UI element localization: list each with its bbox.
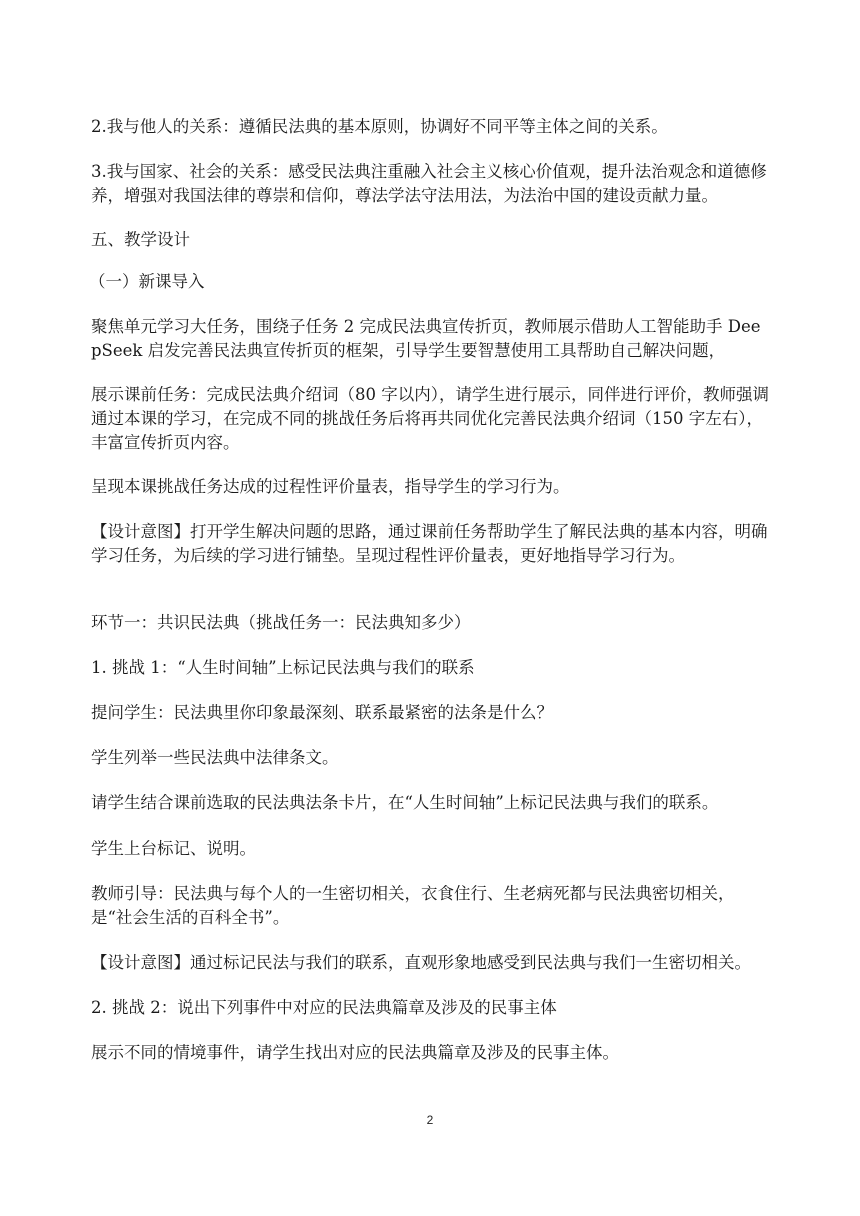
paragraph-students-list-articles: 学生列举一些民法典中法律条文。 [91, 748, 339, 767]
section-heading-stage-one: 环节一：共识民法典（挑战任务一：民法典知多少） [91, 613, 471, 632]
paragraph-relation-others: 2.我与他人的关系：遵循民法典的基本原则，协调好不同平等主体之间的关系。 [91, 117, 668, 136]
paragraph-challenge-1-title: 1. 挑战 1：“人生时间轴”上标记民法典与我们的联系 [91, 658, 475, 677]
section-heading-teaching-design: 五、教学设计 [91, 230, 190, 249]
subsection-heading-introduction: （一）新课导入 [89, 272, 205, 291]
paragraph-students-present: 学生上台标记、说明。 [91, 839, 256, 858]
paragraph-design-intent-2: 【设计意图】通过标记民法与我们的联系，直观形象地感受到民法典与我们一生密切相关。 [91, 953, 751, 972]
page-number: 2 [426, 1113, 434, 1127]
paragraph-show-scenarios: 展示不同的情境事件，请学生找出对应的民法典篇章及涉及的民事主体。 [91, 1043, 619, 1062]
paragraph-relation-state-society: 3.我与国家、社会的关系：感受民法典注重融入社会主义核心价值观，提升法治观念和道德修养，增强对我国法律的尊崇和信仰，尊法学法守法用法，为法治中国的建设贡献力量。 [91, 162, 767, 205]
paragraph-teacher-guidance: 教师引导：民法典与每个人的一生密切相关，衣食住行、生老病死都与民法典密切相关，是“社会生活的百科全书”。 [91, 884, 735, 927]
paragraph-mark-timeline: 请学生结合课前选取的民法典法条卡片，在“人生时间轴”上标记民法典与我们的联系。 [91, 793, 719, 812]
paragraph-pre-class-task: 展示课前任务：完成民法典介绍词（80 字以内），请学生进行展示，同伴进行评价，教师强调通过本课的学习，在完成不同的挑战任务后将再共同优化完善民法典介绍词（150 字左右），丰富宣传折页内容。 [91, 385, 769, 452]
paragraph-challenge-2-title: 2. 挑战 2：说出下列事件中对应的民法典篇章及涉及的民事主体 [91, 998, 557, 1017]
paragraph-unit-task: 聚焦单元学习大任务，围绕子任务 2 完成民法典宣传折页，教师展示借助人工智能助手 DeepSeek 启发完善民法典宣传折页的框架，引导学生要智慧使用工具帮助自己解决问题， [91, 317, 761, 360]
paragraph-question-students: 提问学生：民法典里你印象最深刻、联系最紧密的法条是什么？ [91, 703, 553, 722]
paragraph-design-intent-1: 【设计意图】打开学生解决问题的思路，通过课前任务帮助学生了解民法典的基本内容，明确学习任务，为后续的学习进行铺垫。呈现过程性评价量表，更好地指导学习行为。 [91, 522, 768, 565]
paragraph-evaluation-scale: 呈现本课挑战任务达成的过程性评价量表，指导学生的学习行为。 [91, 477, 570, 496]
